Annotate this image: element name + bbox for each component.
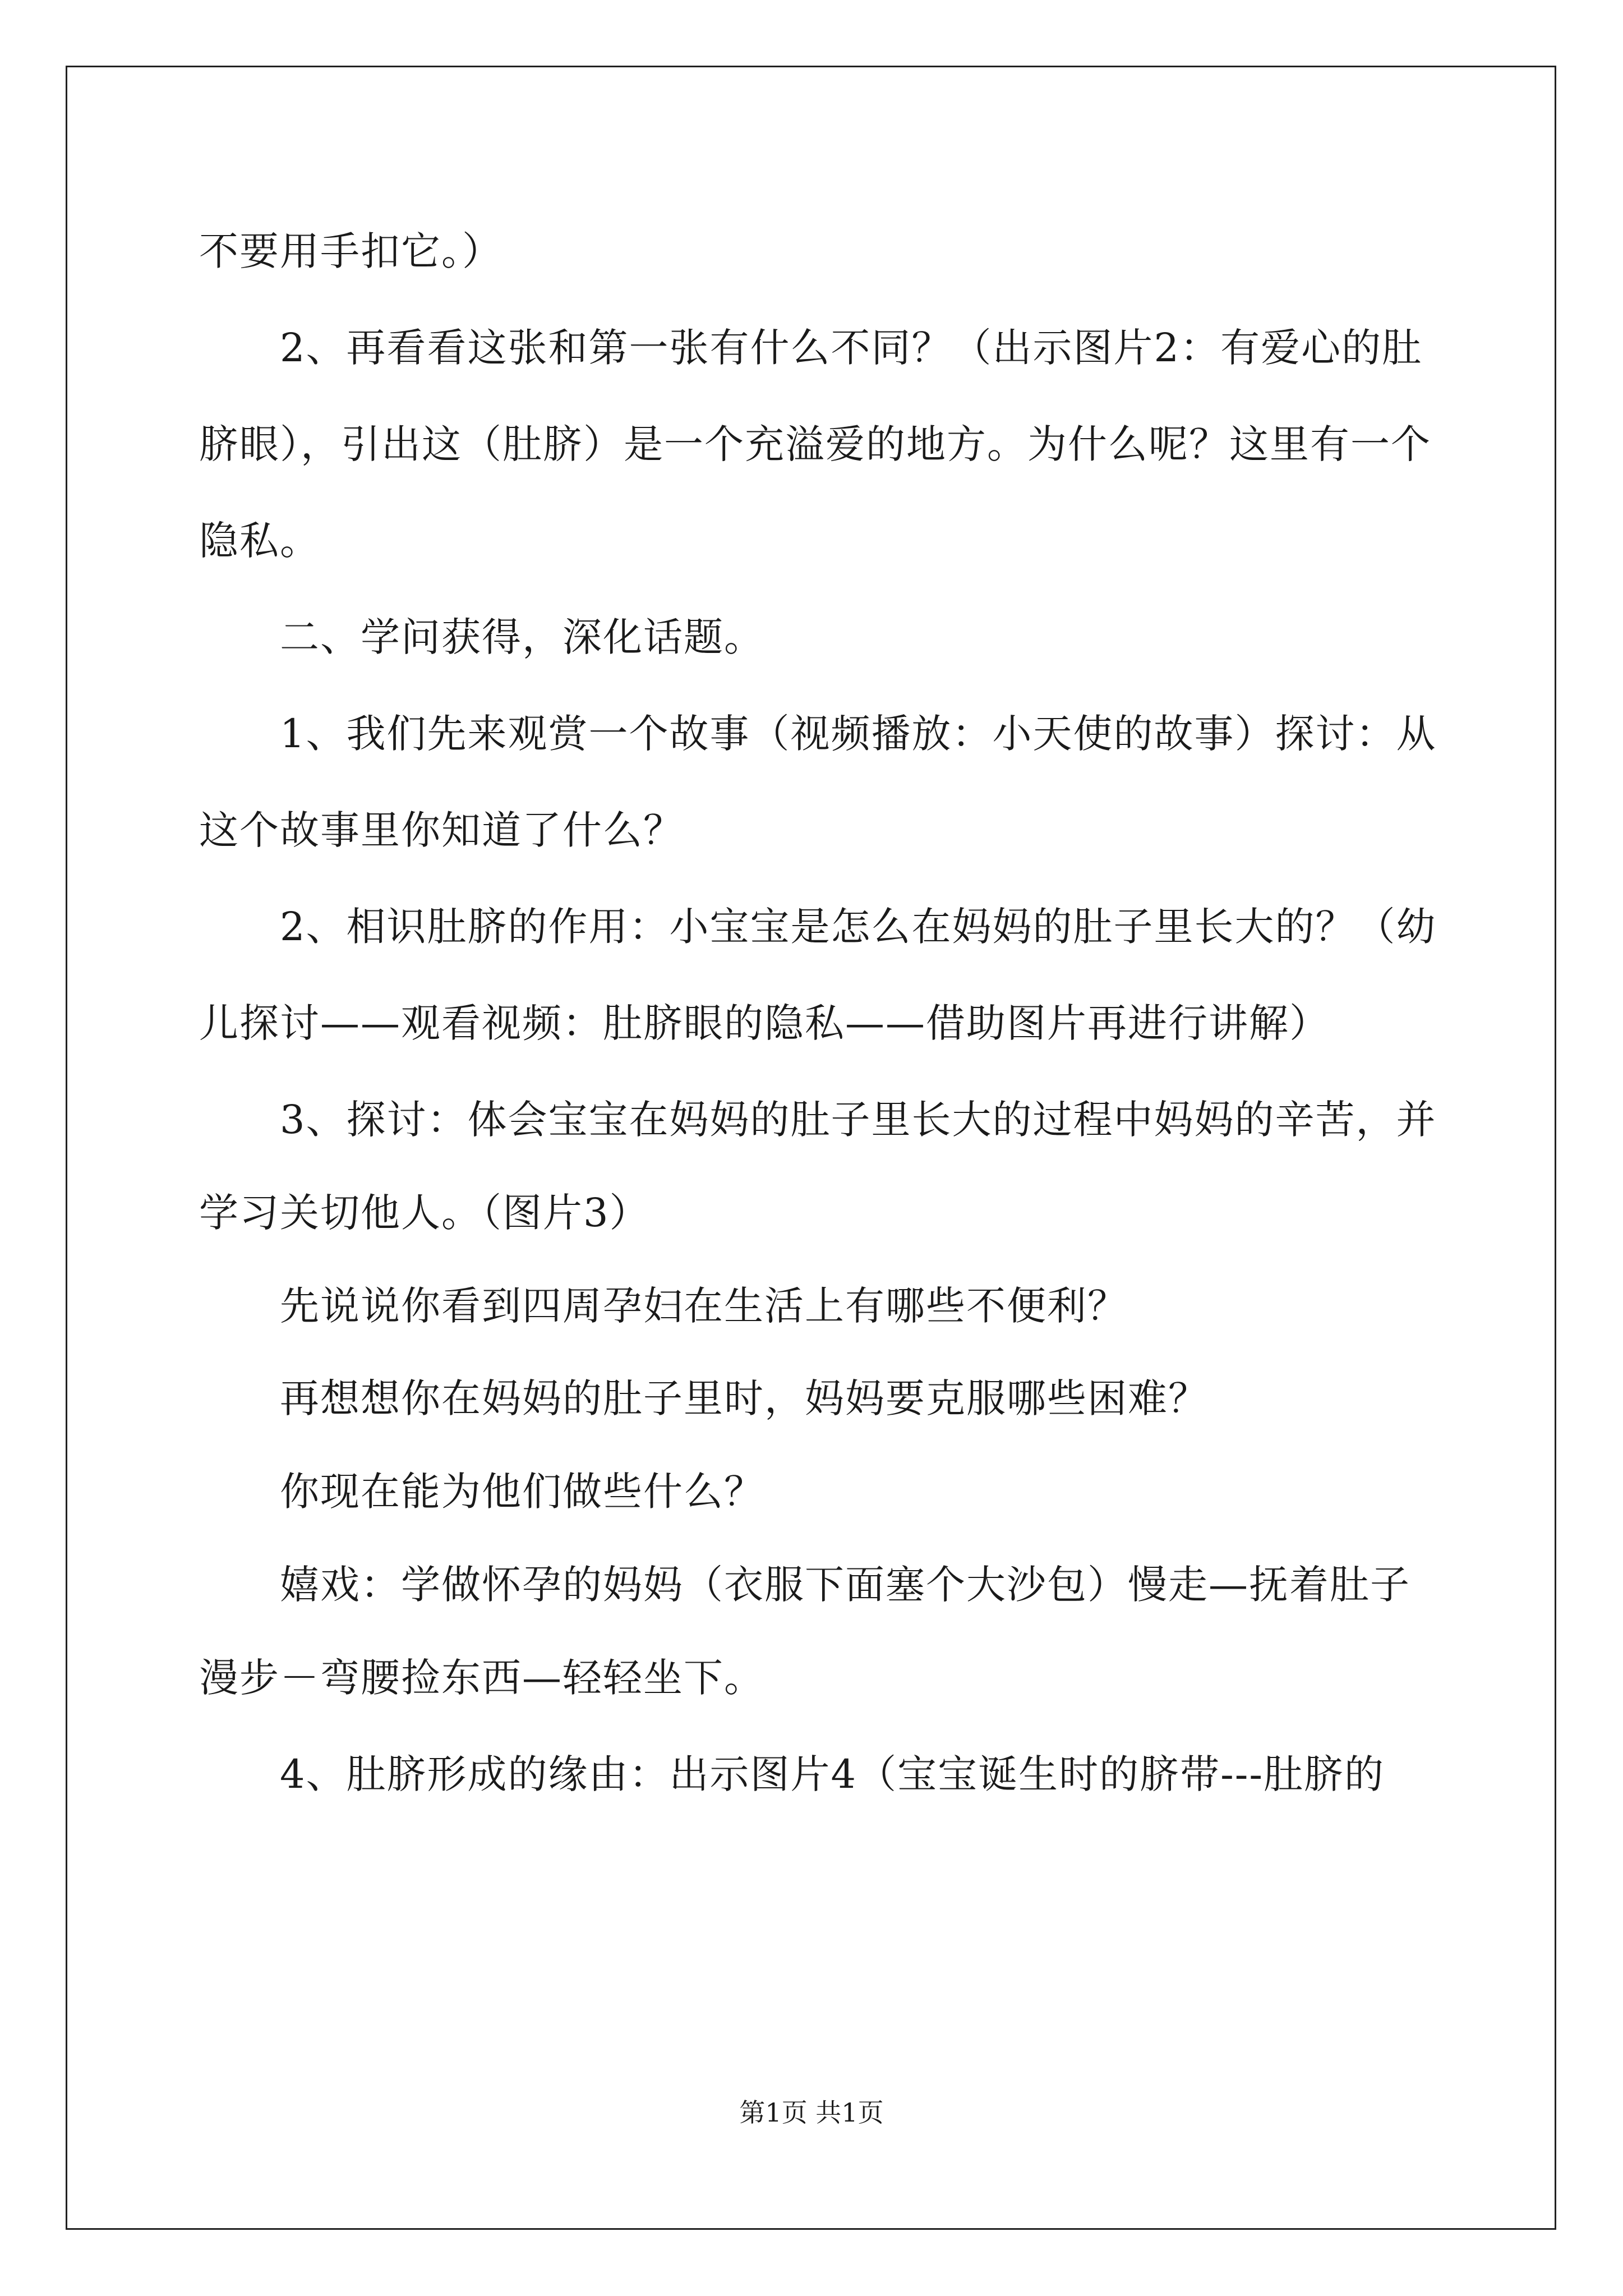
text-line: 4、肚脐形成的缘由：出示图片4（宝宝诞生时的脐带---肚脐的 (280, 1751, 1385, 1797)
text-line: 你现在能为他们做些什么？ (280, 1469, 764, 1515)
text-line: 不要用手扣它。） (199, 228, 502, 274)
text-line: 再想想你在妈妈的肚子里时，妈妈要克服哪些困难？ (280, 1375, 1209, 1421)
text-line: 1、我们先来观赏一个故事（视频播放：小天使的故事）探讨：从 (280, 711, 1437, 757)
text-line: 2、再看看这张和第一张有什么不同？（出示图片2：有爱心的肚 (280, 325, 1423, 371)
section-heading: 二、学问获得，深化话题。 (280, 614, 764, 660)
text-line: 漫步－弯腰捡东西—轻轻坐下。 (199, 1655, 764, 1701)
text-line: 先说说你看到四周孕妇在生活上有哪些不便利？ (280, 1283, 1128, 1329)
text-line: 3、探讨：体会宝宝在妈妈的肚子里长大的过程中妈妈的辛苦，并 (280, 1097, 1437, 1143)
text-line: 儿探讨——观看视频：肚脐眼的隐私——借助图片再进行讲解） (199, 1000, 1330, 1046)
text-line: 这个故事里你知道了什么？ (199, 807, 684, 853)
text-line: 学习关切他人。（图片3） (199, 1190, 650, 1236)
text-line: 脐眼），引出这（肚脐）是一个充溢爱的地方。为什么呢？这里有一个 (199, 421, 1431, 467)
text-line: 2、相识肚脐的作用：小宝宝是怎么在妈妈的肚子里长大的？（幼 (280, 904, 1437, 950)
text-line: 嬉戏：学做怀孕的妈妈（衣服下面塞个大沙包）慢走—抚着肚子 (280, 1562, 1410, 1608)
page-border (66, 66, 1556, 2230)
text-line: 隐私。 (199, 518, 320, 564)
page-footer: 第1页 共1页 (739, 2097, 884, 2128)
